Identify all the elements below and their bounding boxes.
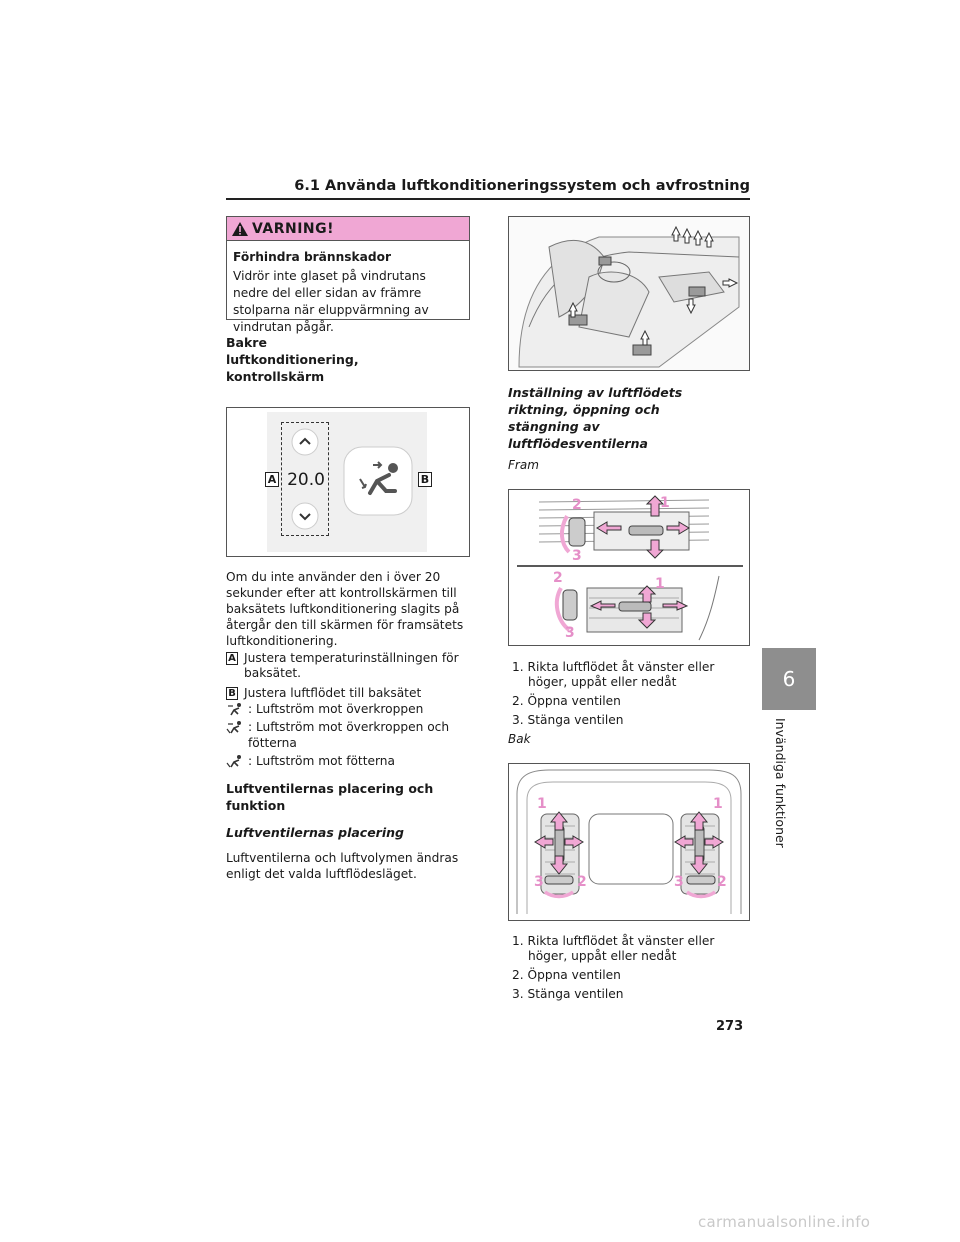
warning-box — [226, 216, 470, 334]
rear-step-1: 1. Rikta luftflödet åt vänster eller höger, uppåt eller nedåt — [512, 934, 715, 963]
rear-num-2b: 2 — [717, 874, 727, 890]
item-b — [226, 686, 470, 701]
mode-upper-body — [226, 701, 470, 717]
rear-vents-figure — [508, 763, 750, 921]
front-num-2b: 2 — [553, 570, 563, 586]
rear-num-2a: 2 — [577, 874, 587, 890]
front-num-1a: 1 — [660, 495, 670, 511]
vent-location-figure — [508, 216, 750, 371]
upper-body-feet-airflow-icon — [226, 720, 244, 734]
warning-text: Vidrör inte glaset på vindrutans nedre del eller sidan av främre stolparna när eluppvärmning av vindrutan pågår. — [233, 269, 429, 334]
watermark: carmanualsonline.info — [698, 1213, 871, 1231]
front-num-2a: 2 — [572, 497, 582, 513]
rear-control-figure — [226, 407, 470, 557]
front-step-2: 2. Öppna ventilen — [512, 694, 621, 708]
left-column — [226, 216, 470, 882]
rear-steps-list — [508, 934, 750, 1002]
vents-subheading: Luftventilernas placering — [226, 825, 404, 840]
label-b-box: B — [226, 687, 238, 700]
item-b-text: Justera luftflödet till baksätet — [244, 686, 422, 700]
airflow-mode-button-icon — [343, 446, 413, 516]
rear-step-3: 3. Stänga ventilen — [512, 987, 624, 1001]
rear-panel-description: Om du inte använder den i över 20 sekunder efter att kontrollskärmen till baksätets luftkonditionering slagits på återgår den till skärmen för framsätets luftkonditionering. — [226, 570, 464, 648]
mode-feet — [226, 753, 470, 769]
right-column — [508, 216, 750, 1006]
chapter-label: Invändiga funktioner — [773, 718, 788, 848]
feet-airflow-icon — [226, 754, 244, 768]
label-a-marker: A — [265, 472, 279, 487]
front-vents-illustration — [509, 490, 750, 646]
item-a-text: Justera temperaturinställningen för baksätet. — [244, 651, 459, 680]
warning-body — [227, 241, 469, 336]
rear-num-1a: 1 — [537, 796, 547, 812]
warning-title: VARNING! — [252, 220, 335, 237]
chevron-down-icon — [290, 501, 320, 531]
upper-body-airflow-icon — [226, 702, 244, 716]
car-interior-illustration — [509, 217, 750, 371]
front-step-3: 3. Stänga ventilen — [512, 713, 624, 727]
warning-triangle-icon — [231, 221, 249, 237]
vents-text: Luftventilerna och luftvolymen ändras enligt det valda luftflödesläget. — [226, 851, 459, 881]
section-title: 6.1 Använda luftkonditioneringssystem och avfrostning — [294, 178, 750, 194]
mode-feet-text: : Luftström mot fötterna — [248, 754, 395, 768]
mode-upper-body-feet-text: : Luftström mot överkroppen och fötterna — [248, 720, 450, 750]
rear-step-2: 2. Öppna ventilen — [512, 968, 621, 982]
page-number: 273 — [716, 1019, 744, 1034]
vents-heading: Luftventilernas placering och funktion — [226, 781, 434, 813]
chapter-tab: 6 — [762, 648, 816, 710]
item-a — [226, 651, 470, 681]
front-num-3a: 3 — [572, 548, 582, 564]
label-b-marker: B — [418, 472, 432, 487]
warning-subtitle: Förhindra brännskador — [233, 250, 391, 264]
front-label: Fram — [508, 458, 539, 472]
front-steps-list — [508, 660, 750, 728]
rear-num-1b: 1 — [713, 796, 723, 812]
adjust-heading: Inställning av luftflödets riktning, öppning och stängning av luftflödesventilerna — [508, 385, 683, 451]
page-header — [226, 178, 750, 200]
rear-vents-illustration — [509, 764, 750, 921]
mode-upper-body-text: : Luftström mot överkroppen — [248, 702, 424, 716]
rear-num-3b: 3 — [674, 874, 684, 890]
mode-upper-body-feet — [226, 719, 470, 751]
rear-num-3a: 3 — [534, 874, 544, 890]
chevron-up-icon — [290, 427, 320, 457]
front-step-1: 1. Rikta luftflödet åt vänster eller höger, uppåt eller nedåt — [512, 660, 715, 689]
rear-panel-heading: Bakre luftkonditionering, kontrollskärm — [226, 335, 359, 384]
warning-header — [227, 217, 469, 241]
label-a-box: A — [226, 652, 238, 665]
rear-label: Bak — [508, 732, 531, 746]
temperature-value: 20.0 — [287, 470, 325, 490]
front-vents-figure — [508, 489, 750, 646]
front-num-1b: 1 — [655, 576, 665, 592]
front-num-3b: 3 — [565, 625, 575, 641]
